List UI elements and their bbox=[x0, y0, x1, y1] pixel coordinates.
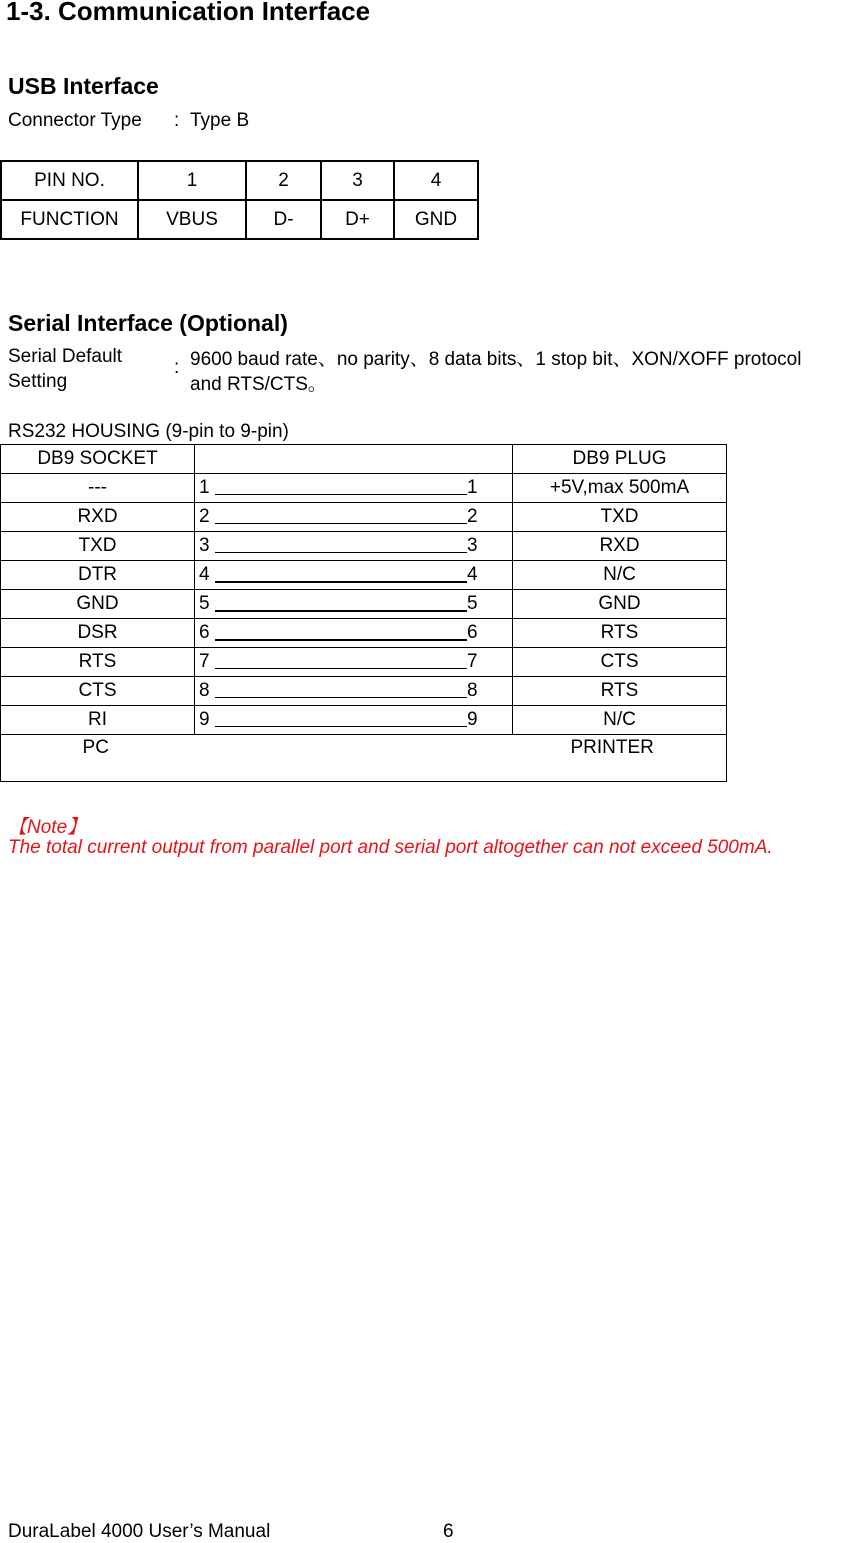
table-cell: GND bbox=[394, 200, 478, 239]
socket-pin-number: 9 bbox=[199, 709, 210, 730]
wire-line bbox=[215, 581, 467, 583]
wire-connection bbox=[195, 619, 512, 647]
wire-cell bbox=[195, 677, 513, 706]
wire-cell bbox=[195, 590, 513, 619]
printer-label bbox=[513, 735, 727, 782]
pinout-rows bbox=[1, 474, 727, 735]
plug-pin-number: 6 bbox=[467, 622, 478, 643]
plug-pin-number: 2 bbox=[467, 506, 478, 527]
pc-label-text: PC bbox=[82, 737, 109, 758]
wire-connection bbox=[195, 706, 512, 734]
table-row bbox=[1, 677, 727, 706]
serial-heading: Serial Interface (Optional) bbox=[8, 310, 288, 336]
rs232-housing-caption: RS232 HOUSING (9-pin to 9-pin) bbox=[8, 421, 289, 442]
plug-pin-number: 7 bbox=[467, 651, 478, 672]
socket-signal: RI bbox=[1, 706, 195, 735]
socket-pin-number: 1 bbox=[199, 477, 210, 498]
wire-connection bbox=[195, 648, 512, 676]
wire-line bbox=[215, 726, 467, 727]
wire-connection bbox=[195, 474, 512, 502]
socket-signal: GND bbox=[1, 590, 195, 619]
wire-cell bbox=[195, 706, 513, 735]
page-title: 1-3. Communication Interface bbox=[6, 0, 371, 26]
wire-connection bbox=[195, 503, 512, 531]
wire-connection bbox=[195, 532, 512, 560]
socket-signal: RTS bbox=[1, 648, 195, 677]
plug-pin-number: 3 bbox=[467, 535, 478, 556]
socket-signal: RXD bbox=[1, 503, 195, 532]
table-cell: FUNCTION bbox=[1, 200, 138, 239]
table-header-row bbox=[1, 445, 727, 474]
plug-signal: RXD bbox=[513, 532, 727, 561]
socket-pin-number: 5 bbox=[199, 593, 210, 614]
usb-pin-table bbox=[0, 160, 479, 240]
wire-line bbox=[215, 697, 467, 698]
table-row bbox=[1, 619, 727, 648]
table-row bbox=[1, 532, 727, 561]
table-cell: VBUS bbox=[138, 200, 246, 239]
socket-pin-number: 6 bbox=[199, 622, 210, 643]
wire-line bbox=[215, 610, 467, 612]
socket-pin-number: 8 bbox=[199, 680, 210, 701]
wire-cell bbox=[195, 474, 513, 503]
socket-pin-number: 7 bbox=[199, 651, 210, 672]
plug-pin-number: 5 bbox=[467, 593, 478, 614]
table-cell: D+ bbox=[321, 200, 394, 239]
wire-connection bbox=[195, 590, 512, 618]
footer-page-number: 6 bbox=[443, 1521, 454, 1542]
table-row bbox=[1, 590, 727, 619]
serial-setting-label-line1: Serial Default bbox=[8, 346, 123, 367]
socket-signal: CTS bbox=[1, 677, 195, 706]
table-cell: 1 bbox=[138, 161, 246, 200]
table-row bbox=[1, 503, 727, 532]
wire-line bbox=[215, 639, 467, 641]
socket-pin-number: 2 bbox=[199, 506, 210, 527]
plug-pin-number: 1 bbox=[467, 477, 478, 498]
table-row bbox=[1, 648, 727, 677]
usb-function-row bbox=[1, 200, 478, 239]
plug-signal: N/C bbox=[513, 706, 727, 735]
wire-line bbox=[215, 552, 467, 553]
plug-signal: TXD bbox=[513, 503, 727, 532]
wire-cell bbox=[195, 503, 513, 532]
plug-signal: N/C bbox=[513, 561, 727, 590]
table-footer-row bbox=[1, 735, 727, 782]
plug-signal: +5V,max 500mA bbox=[513, 474, 727, 503]
usb-pin-row bbox=[1, 161, 478, 200]
wire-cell bbox=[195, 648, 513, 677]
table-cell: PIN NO. bbox=[1, 161, 138, 200]
wire-line bbox=[215, 494, 467, 495]
db9-socket-header: DB9 SOCKET bbox=[1, 445, 195, 474]
serial-setting-label-line2: Setting bbox=[8, 371, 68, 392]
plug-signal: GND bbox=[513, 590, 727, 619]
connector-type-value: Type B bbox=[190, 110, 250, 131]
table-cell: D- bbox=[246, 200, 321, 239]
note-text: The total current output from parallel port and serial port altogether can not exceed 500mA. bbox=[8, 837, 773, 858]
printer-label-text: PRINTER bbox=[570, 737, 654, 758]
plug-signal: CTS bbox=[513, 648, 727, 677]
wire-cell bbox=[195, 619, 513, 648]
socket-pin-number: 4 bbox=[199, 564, 210, 585]
connector-colon: : bbox=[174, 110, 180, 131]
rs232-pinout-table bbox=[0, 444, 727, 782]
table-row bbox=[1, 561, 727, 590]
wire-cell bbox=[195, 532, 513, 561]
wire-line bbox=[215, 523, 467, 524]
table-row bbox=[1, 474, 727, 503]
socket-signal: DSR bbox=[1, 619, 195, 648]
plug-signal: RTS bbox=[513, 619, 727, 648]
wire-cell bbox=[195, 561, 513, 590]
note-label: 【Note】 bbox=[8, 817, 87, 838]
db9-plug-header: DB9 PLUG bbox=[513, 445, 727, 474]
connector-type-label: Connector Type bbox=[8, 110, 142, 131]
footer-manual-title: DuraLabel 4000 User’s Manual bbox=[8, 1521, 271, 1542]
wire-header-blank bbox=[195, 445, 513, 474]
serial-setting-value-line1: 9600 baud rate、no parity、8 data bits、1 stop bit、XON/XOFF protocol bbox=[190, 349, 802, 370]
table-cell: 4 bbox=[394, 161, 478, 200]
wire-line bbox=[215, 668, 467, 669]
wire-connection bbox=[195, 677, 512, 705]
wire-connection bbox=[195, 561, 512, 589]
footer-blank bbox=[195, 735, 513, 782]
socket-signal: DTR bbox=[1, 561, 195, 590]
table-cell: 3 bbox=[321, 161, 394, 200]
plug-signal: RTS bbox=[513, 677, 727, 706]
plug-pin-number: 9 bbox=[467, 709, 478, 730]
serial-setting-colon: : bbox=[174, 357, 180, 378]
socket-pin-number: 3 bbox=[199, 535, 210, 556]
usb-heading: USB Interface bbox=[8, 73, 159, 99]
socket-signal: --- bbox=[1, 474, 195, 503]
table-cell: 2 bbox=[246, 161, 321, 200]
socket-signal: TXD bbox=[1, 532, 195, 561]
plug-pin-number: 4 bbox=[467, 564, 478, 585]
pc-label bbox=[1, 735, 195, 782]
plug-pin-number: 8 bbox=[467, 680, 478, 701]
table-row bbox=[1, 706, 727, 735]
serial-setting-value-line2: and RTS/CTS。 bbox=[190, 374, 327, 395]
